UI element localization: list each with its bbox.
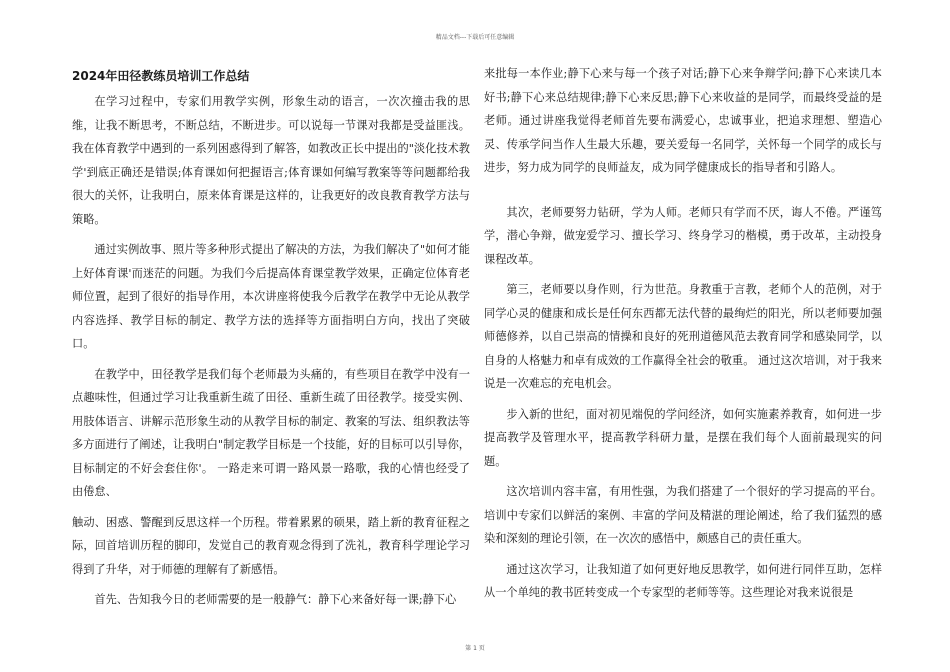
paragraph: 通过实例故事、照片等多种形式提出了解决的方法，为我们解决了"如何才能上好体育课'而迷茫的问题。为我们今后提高体育课堂教学效果，正确定位体育老师位置，起到了很好的指导作用，本次讲座将使我今后教学在教学中无论从教学内容选择、教学目标的制定、教学方法的选择等方面指明白方向，找出了突破口。 bbox=[72, 243, 470, 350]
right-column bbox=[484, 62, 882, 634]
paragraph: 这次培训内容丰富，有用性强，为我们搭建了一个很好的学习提高的平台。培训中专家们以鲜活的案例、丰富的学问及精湛的理论阐述，给了我们猛烈的感染和深刻的理论引领，在一次次的感悟中，颇感自己的责任重大。 bbox=[484, 485, 882, 545]
paragraph: 首先、告知我今日的老师需要的是一般静气：静下心来备好每一课;静下心 bbox=[94, 593, 457, 606]
left-column bbox=[72, 62, 470, 634]
page-header: 精品文档---下载后可任意编辑 bbox=[435, 34, 515, 41]
paragraph: 其次，老师要努力钻研，学为人师。老师只有学而不厌，诲人不倦。严谨笃学，潜心争辩，做宠爱学习、擅长学习、终身学习的楷模，勇于改革，主动投身课程改革。 bbox=[484, 205, 882, 266]
paragraph: 步入新的世纪，面对初见端倪的学问经济，如何实施素养教育，如何进一步提高教学及管理水平，提高教学科研力量，是摆在我们每个人面前最现实的问题。 bbox=[484, 407, 882, 468]
document-title: 2024年田径教练员培训工作总结 bbox=[72, 69, 250, 83]
paragraph: 在学习过程中，专家们用教学实例，形象生动的语言，一次次撞击我的思维，让我不断思考，不断总结，不断进步。可以说每一节课对我都是受益匪浅。我在体育教学中遇到的一系列困惑得到了解答，如教改正长中提出的"淡化技术教学'到底正确还是错误;体育课如何把握语言;体育课如何编写教案等等问题都给我很大的关怀，让我明白，原来体育课是这样的，让我更好的改良教育教学方法与策略。 bbox=[72, 95, 470, 226]
paragraph: 触动、困惑、警醒到反思这样一个历程。带着累累的硕果，踏上新的教育征程之际，回首培训历程的脚印，发觉自己的教育观念得到了洗礼，教育科学理论学习得到了升华，对于师德的理解有了新感悟。 bbox=[72, 515, 470, 576]
paragraph: 在教学中，田径教学是我们每个老师最为头痛的，有些项目在教学中没有一点趣味性，但通过学习让我重新生疏了田径、重新生疏了田径教学。接受实例、用肢体语言、讲解示范形象生动的从教学目标的制定、教案的写法、组织教法等多方面进行了阐述，让我明白"制定教学目标是一个技能，好的目标可以引导你，目标制定的不好会套住你'。 一路走来可谓一路风景一路歌，我的心情也经受了由倦怠、 bbox=[72, 367, 470, 498]
paragraph: 第三，老师要以身作则，行为世范。身教重于言教，老师个人的范例，对于同学心灵的健康和成长是任何东西都无法代替的最绚烂的阳光，所以老师要加强师德修养，以自己崇高的情操和良好的死刑道德风范去教育同学和感染同学，以自身的人格魅力和卓有成效的工作赢得全社会的敬重。 通过这次培训，对于我来说是一次难忘的充电机会。 bbox=[484, 283, 882, 390]
paragraph: 通过这次学习，让我知道了如何更好地反思教学，如何进行同伴互助，怎样从一个单纯的教书匠转变成一个专家型的老师等等。这些理论对我来说很是 bbox=[484, 562, 882, 599]
paragraph-continued: 来批每一本作业;静下心来与每一个孩子对话;静下心来争辩学问;静下心来读几本好书;静下心来总结规律;静下心来反思;静下心来收益的是同学，而最终受益的是老师。通过讲座我觉得老师首先要布满爱心，忠诚事业，把追求理想、塑造心灵、传承学问当作人生最大乐趣，要关爱每一名同学，关怀每一个同学的成长与进步，努力成为同学的良师益友，成为同学健康成长的指导者和引路人。 bbox=[484, 67, 882, 174]
page-number: 第 1 页 bbox=[465, 645, 485, 652]
paragraph-gap bbox=[484, 187, 882, 201]
